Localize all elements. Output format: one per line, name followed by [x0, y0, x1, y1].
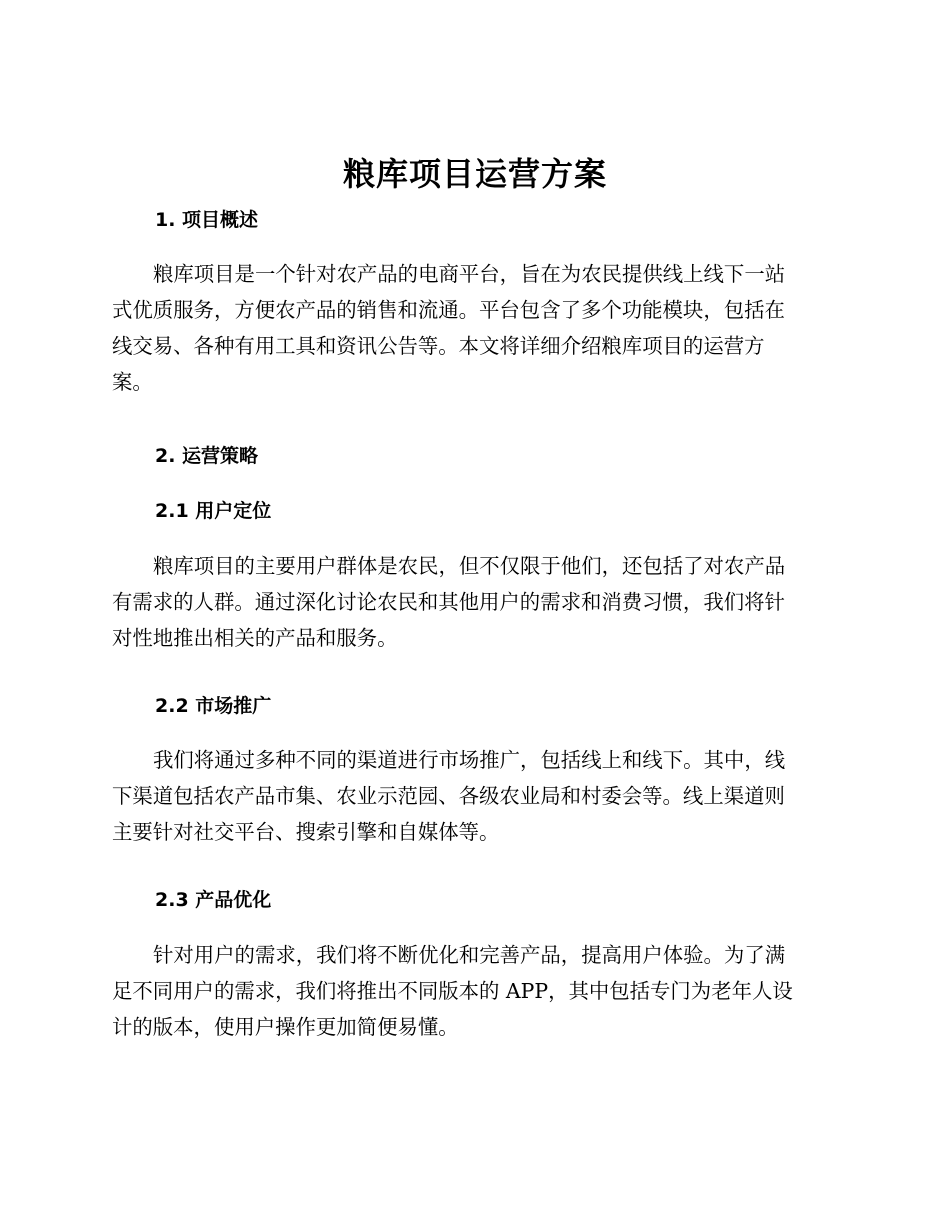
section-paragraph-market-promotion	[112, 742, 832, 850]
paragraph-line: 主要针对社交平台、搜索引擎和自媒体等。	[112, 820, 500, 844]
paragraph-line: 足不同用户的需求，我们将推出不同版本的 APP，其中包括专门为老年人设	[112, 979, 793, 1003]
section-heading-market-promotion: 2.2 市场推广	[155, 695, 272, 717]
section-heading-project-overview: 1. 项目概述	[155, 209, 259, 231]
paragraph-line: 对性地推出相关的产品和服务。	[112, 626, 398, 650]
paragraph-line: 粮库项目是一个针对农产品的电商平台，旨在为农民提供线上线下一站	[153, 262, 786, 286]
document-title: 粮库项目运营方案	[342, 155, 607, 193]
paragraph-line: 针对用户的需求，我们将不断优化和完善产品，提高用户体验。为了满	[153, 943, 786, 967]
paragraph-line: 我们将通过多种不同的渠道进行市场推广，包括线上和线下。其中，线	[153, 748, 786, 772]
section-heading-product-optimization: 2.3 产品优化	[155, 889, 272, 911]
paragraph-line: 粮库项目的主要用户群体是农民，但不仅限于他们，还包括了对农产品	[153, 554, 786, 578]
section-paragraph-user-positioning	[112, 548, 832, 656]
section-heading-user-positioning: 2.1 用户定位	[155, 500, 272, 522]
paragraph-line: 下渠道包括农产品市集、农业示范园、各级农业局和村委会等。线上渠道则	[112, 784, 785, 808]
paragraph-line: 线交易、各种有用工具和资讯公告等。本文将详细介绍粮库项目的运营方	[112, 334, 765, 358]
section-heading-operation-strategy: 2. 运营策略	[155, 445, 259, 467]
section-paragraph-product-optimization	[112, 937, 832, 1045]
paragraph-line: 有需求的人群。通过深化讨论农民和其他用户的需求和消费习惯，我们将针	[112, 590, 785, 614]
paragraph-line: 案。	[112, 370, 153, 394]
paragraph-line: 式优质服务，方便农产品的销售和流通。平台包含了多个功能模块，包括在	[112, 298, 785, 322]
section-paragraph-project-overview	[112, 256, 832, 400]
paragraph-line: 计的版本，使用户操作更加简便易懂。	[112, 1015, 459, 1039]
